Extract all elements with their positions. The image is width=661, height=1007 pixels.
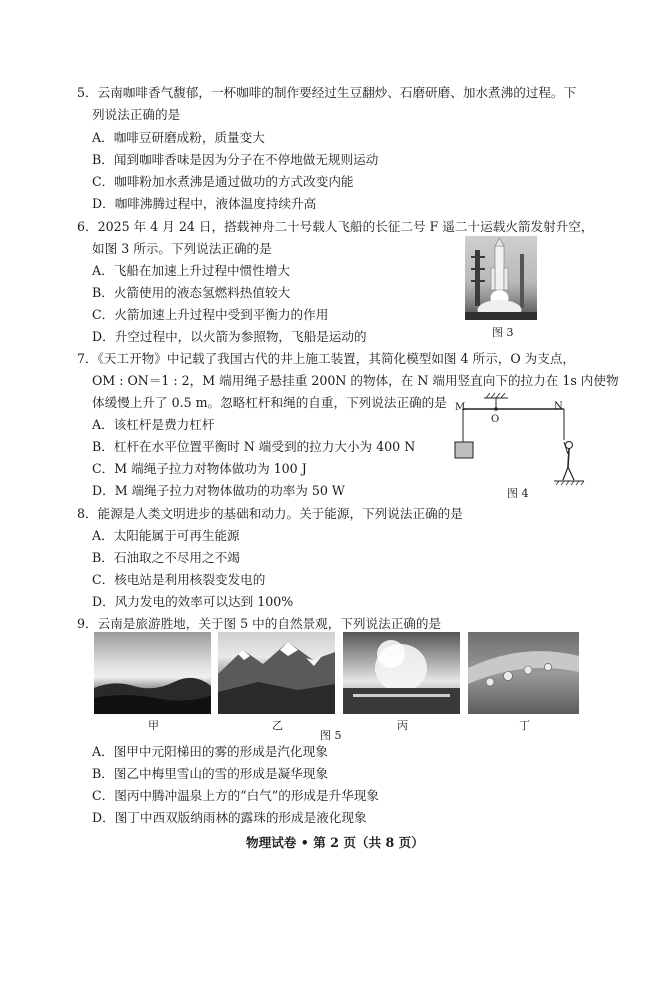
q6-stem-line1: 6．2025 年 4 月 24 日，搭载神舟二十号载人飞船的长征二号 F 遥二十运载火箭发射升空， [77, 219, 594, 234]
q9-option-d: D．图丁中西双版纳雨林的露珠的形成是液化现象 [92, 810, 367, 825]
lever-label-m: M [455, 402, 466, 413]
q7-option-a: A．该杠杆是费力杠杆 [92, 417, 215, 432]
q9-option-a: A．图甲中元阳梯田的雾的形成是汽化现象 [92, 744, 328, 759]
photo-label-ding: 丁 [519, 719, 530, 732]
q5-option-b: B．闻到咖啡香味是因为分子在不停地做无规则运动 [92, 152, 379, 167]
page-footer: 物理试卷 • 第 2 页（共 8 页） [246, 835, 424, 850]
rocket-launch-image [465, 236, 537, 320]
q7-option-c: C．M 端绳子拉力对物体做功为 100 J [92, 461, 307, 476]
q5-stem-line2: 列说法正确的是 [92, 107, 181, 122]
rocket-launch-photo [465, 236, 537, 320]
photo-hot-spring-steam [343, 632, 460, 714]
photo-terraced-fields-fog [94, 632, 211, 714]
q8-option-d: D．风力发电的效率可以达到 100% [92, 594, 294, 609]
q8-option-b: B．石油取之不尽用之不竭 [92, 550, 240, 565]
q9-option-b: B．图乙中梅里雪山的雪的形成是凝华现象 [92, 766, 328, 781]
q5-option-a: A．咖啡豆研磨成粉，质量变大 [92, 130, 265, 145]
q8-stem-line1: 8．能源是人类文明进步的基础和动力。关于能源，下列说法正确的是 [77, 506, 463, 521]
figure3-caption: 图 3 [492, 326, 514, 339]
q6-option-d: D．升空过程中，以火箭为参照物，飞船是运动的 [92, 329, 367, 344]
lever-label-o: O [491, 414, 500, 425]
q8-option-a: A．太阳能属于可再生能源 [92, 528, 240, 543]
photo-label-bing: 丙 [397, 719, 408, 732]
q5-option-d: D．咖啡沸腾过程中，液体温度持续升高 [92, 196, 317, 211]
dewdrops-image [468, 632, 579, 714]
q7-option-b: B．杠杆在水平位置平衡时 N 端受到的拉力大小为 400 N [92, 439, 416, 454]
lever-diagram [446, 392, 596, 492]
figure5-caption: 图 5 [320, 729, 342, 742]
snow-mountain-image [218, 632, 335, 714]
q6-option-b: B．火箭使用的液态氢燃料热值较大 [92, 285, 291, 300]
q7-stem-line2: OM : ON＝1 : 2，M 端用绳子悬挂重 200N 的物体，在 N 端用竖直向下的拉力在 1s 内使物 [92, 373, 619, 388]
lever-label-n: N [554, 401, 563, 412]
q8-option-c: C．核电站是利用核裂变发电的 [92, 572, 266, 587]
photo-label-yi: 乙 [272, 719, 283, 732]
q7-option-d: D．M 端绳子拉力对物体做功的功率为 50 W [92, 483, 345, 498]
hot-spring-image [343, 632, 460, 714]
q6-option-a: A．飞船在加速上升过程中惯性增大 [92, 263, 291, 278]
photo-label-jia: 甲 [148, 719, 159, 732]
photo-snow-mountain [218, 632, 335, 714]
lever-drawing [446, 392, 596, 492]
q6-stem-line2: 如图 3 所示。下列说法正确的是 [92, 241, 272, 256]
photo-dewdrops-leaf [468, 632, 579, 714]
q7-stem-line3: 体缓慢上升了 0.5 m。忽略杠杆和绳的自重，下列说法正确的是 [92, 395, 447, 410]
q9-option-c: C．图丙中腾冲温泉上方的“白气”的形成是升华现象 [92, 788, 379, 803]
fog-terraces-image [94, 632, 211, 714]
q9-stem-line1: 9．云南是旅游胜地，关于图 5 中的自然景观，下列说法正确的是 [77, 616, 442, 631]
q7-stem-line1: 7．《天工开物》中记载了我国古代的井上施工装置，其简化模型如图 4 所示，O 为支点， [77, 351, 576, 366]
figure4-caption: 图 4 [507, 487, 529, 500]
q5-option-c: C．咖啡粉加水煮沸是通过做功的方式改变内能 [92, 174, 354, 189]
q5-stem-line1: 5．云南咖啡香气馥郁，一杯咖啡的制作要经过生豆翻炒、石磨研磨、加水煮沸的过程。下 [77, 85, 577, 100]
q6-option-c: C．火箭加速上升过程中受到平衡力的作用 [92, 307, 329, 322]
